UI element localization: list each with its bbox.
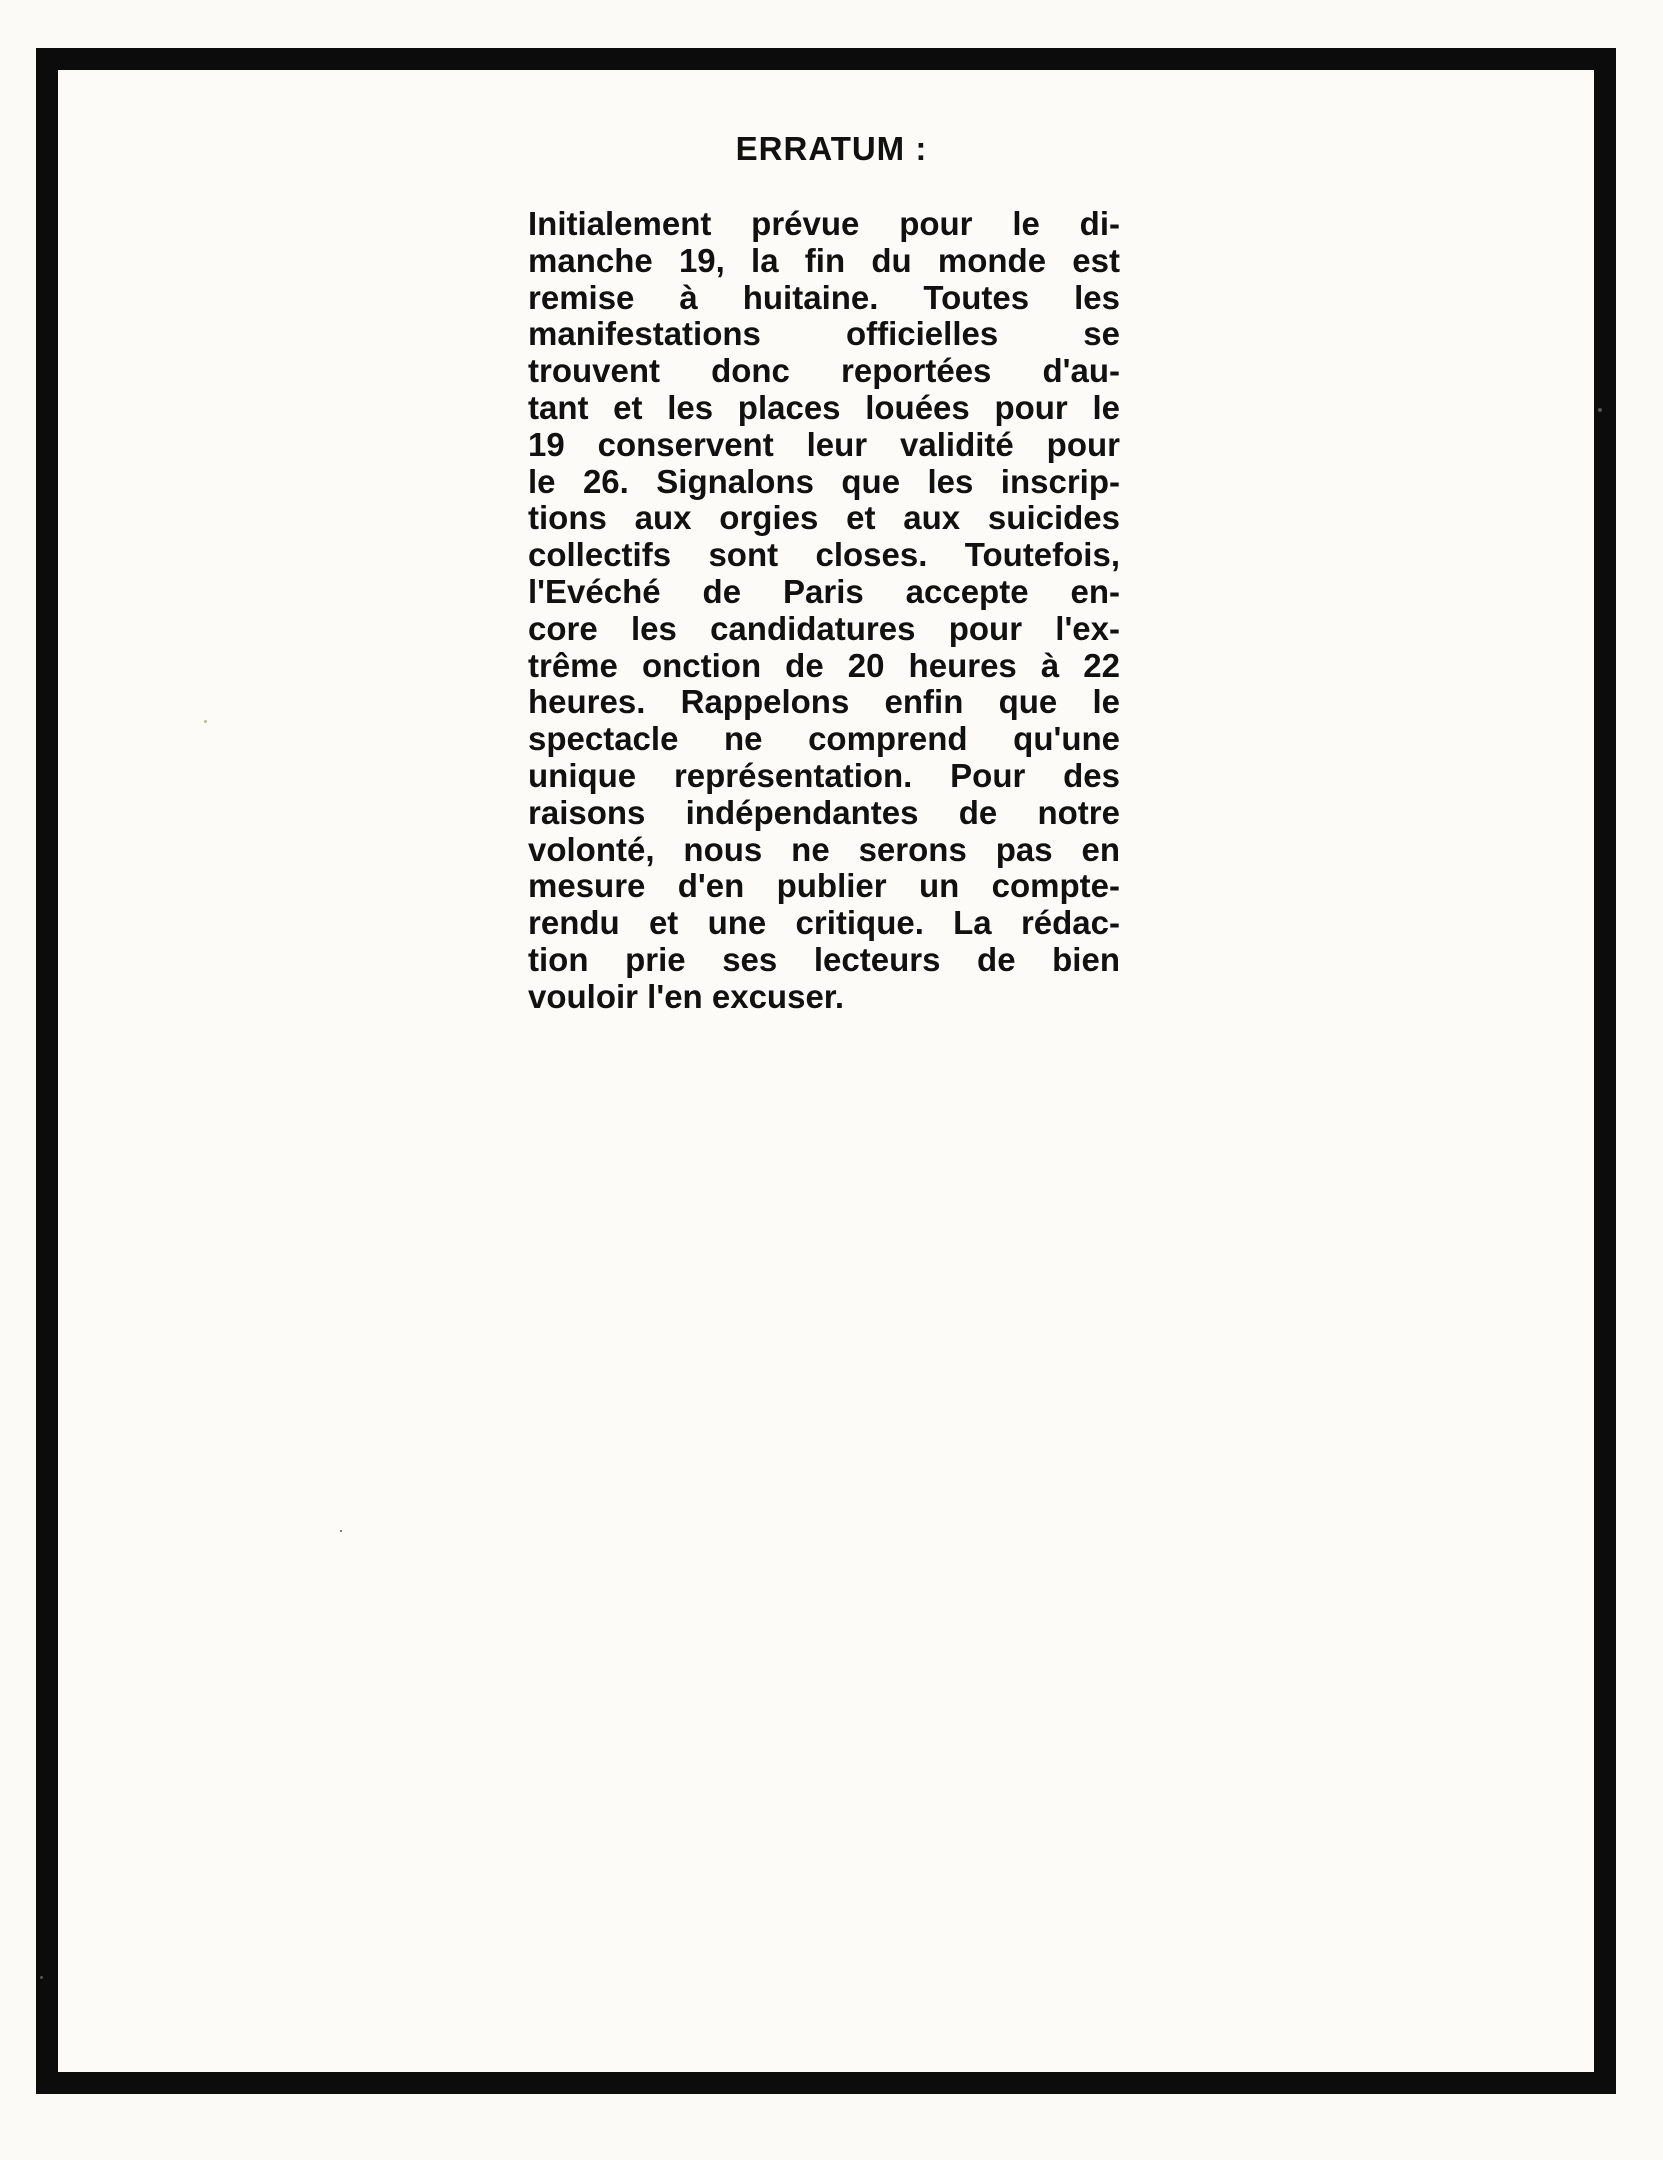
- body-line: manifestations officielles se: [528, 315, 1120, 353]
- body-line: rendu et une critique. La rédac-: [528, 904, 1120, 942]
- body-line: core les candidatures pour l'ex-: [528, 609, 1120, 647]
- body-line: collectifs sont closes. Toutefois,: [528, 536, 1120, 574]
- erratum-body: [528, 206, 1120, 1016]
- body-line: raisons indépendantes de notre: [528, 793, 1120, 831]
- body-line: remise à huitaine. Toutes les: [528, 278, 1120, 316]
- body-line: tant et les places louées pour le: [528, 388, 1120, 426]
- body-line: Initialement prévue pour le di-: [528, 205, 1120, 242]
- paper-speck: [340, 1530, 342, 1532]
- body-line: unique représentation. Pour des: [528, 756, 1120, 794]
- body-line: tion prie ses lecteurs de bien: [528, 940, 1120, 978]
- paper-speck: [204, 720, 207, 723]
- body-line: heures. Rappelons enfin que le: [528, 683, 1120, 721]
- body-line: trouvent donc reportées d'au-: [528, 352, 1120, 390]
- body-line: tions aux orgies et aux suicides: [528, 499, 1120, 537]
- body-line: mesure d'en publier un compte-: [528, 867, 1120, 905]
- paper-speck: [40, 1976, 43, 1979]
- body-line: trême onction de 20 heures à 22: [528, 646, 1120, 684]
- erratum-title: ERRATUM :: [735, 130, 928, 167]
- body-line: l'Evéché de Paris accepte en-: [528, 572, 1120, 610]
- body-line: manche 19, la fin du monde est: [528, 241, 1120, 279]
- body-line: 19 conservent leur validité pour: [528, 425, 1120, 463]
- body-line: vouloir l'en excuser.: [528, 977, 844, 1015]
- paper-speck: [1598, 408, 1602, 412]
- body-line: volonté, nous ne serons pas en: [528, 830, 1120, 868]
- body-line: spectacle ne comprend qu'une: [528, 720, 1120, 758]
- body-line: le 26. Signalons que les inscrip-: [528, 462, 1120, 500]
